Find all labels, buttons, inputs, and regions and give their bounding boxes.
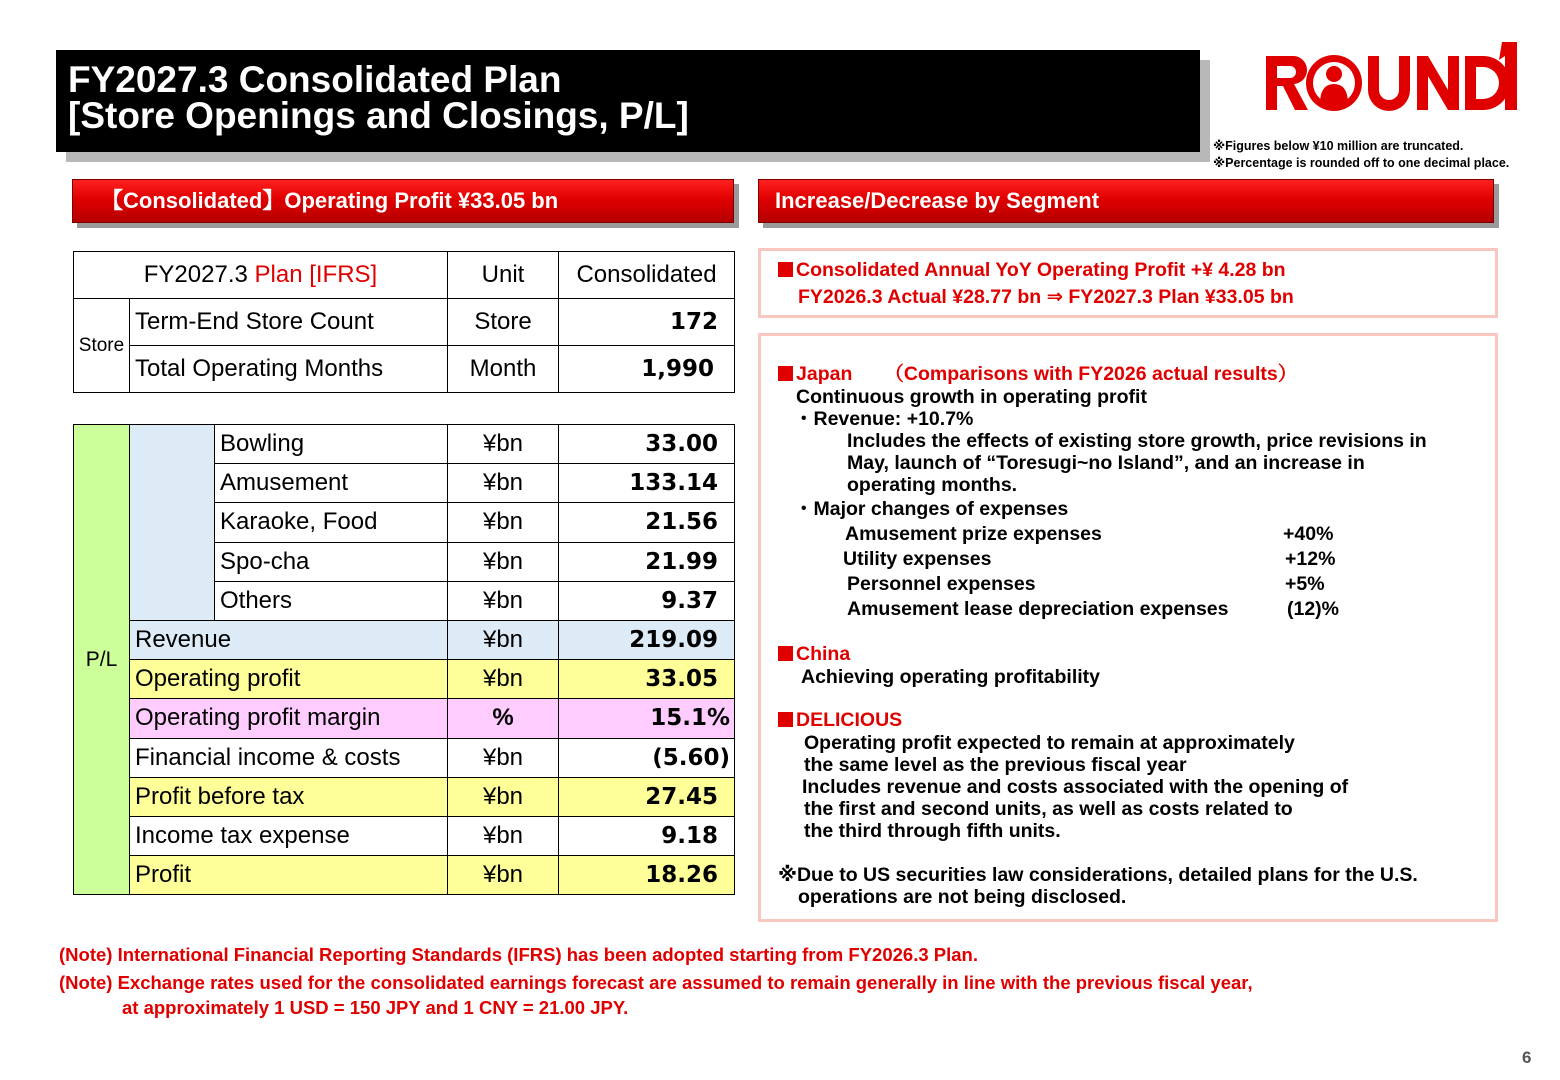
store-row-label: Term-End Store Count <box>130 299 448 346</box>
us-note-line1: ※Due to US securities law considerations, detailed plans for the U.S. <box>778 864 1418 886</box>
segment-label: Bowling <box>215 425 448 464</box>
pl-row-label-tax: Income tax expense <box>130 816 448 855</box>
left-section-header: 【Consolidated】Operating Profit ¥33.05 bn <box>72 179 734 223</box>
bottom-note-fx-rates: at approximately 1 USD = 150 JPY and 1 CNY = 21.00 JPY. <box>122 997 629 1018</box>
pl-table <box>73 424 735 895</box>
china-heading-text: China <box>796 643 851 665</box>
expense-value: (12)% <box>1287 598 1340 620</box>
pl-group-label: P/L <box>74 425 130 895</box>
japan-revenue-label: ・Revenue: +10.7% <box>794 408 974 430</box>
pl-row-value: 33.05 <box>559 660 735 699</box>
pl-row-value: 18.26 <box>559 856 735 895</box>
japan-heading-text: Japan <box>796 363 853 385</box>
store-table <box>73 251 735 393</box>
delicious-line: Includes revenue and costs associated with the opening of <box>802 776 1349 798</box>
store-table-head <box>74 252 448 299</box>
pl-row-value: 27.45 <box>559 777 735 816</box>
segment-value: 21.56 <box>559 503 735 542</box>
store-head-plan: Plan [IFRS] <box>254 261 378 288</box>
bottom-note-ifrs: (Note) International Financial Reporting Standards (IFRS) has been adopted starting from FY2026.3 Plan. <box>59 944 978 965</box>
expense-value: +5% <box>1285 573 1325 595</box>
pl-row-unit: ¥bn <box>448 816 559 855</box>
pl-row-value: 219.09 <box>559 620 735 659</box>
right-section-header: Increase/Decrease by Segment <box>758 179 1494 223</box>
segment-unit: ¥bn <box>448 542 559 581</box>
bullet-square-icon <box>778 262 793 277</box>
segment-value: 133.14 <box>559 464 735 503</box>
japan-revenue-detail-2: May, launch of “Toresugi~no Island”, and an increase in <box>847 452 1365 474</box>
expense-name: Amusement prize expenses <box>845 523 1102 545</box>
pl-row-value: 15.1% <box>559 699 735 738</box>
round1-logo <box>1262 38 1522 116</box>
pl-row-unit: ¥bn <box>448 856 559 895</box>
china-text: Achieving operating profitability <box>801 666 1101 688</box>
expense-name: Personnel expenses <box>847 573 1036 595</box>
japan-sub1: Continuous growth in operating profit <box>796 386 1147 408</box>
segment-value: 9.37 <box>559 581 735 620</box>
consolidated-head: Consolidated <box>559 252 735 299</box>
segment-value: 33.00 <box>559 425 735 464</box>
store-row-unit: Store <box>448 299 559 346</box>
segment-label: Amusement <box>215 464 448 503</box>
us-note-line2: operations are not being disclosed. <box>798 886 1127 908</box>
expense-name: Amusement lease depreciation expenses <box>847 598 1229 620</box>
japan-revenue-detail-3: operating months. <box>847 474 1018 496</box>
segment-unit: ¥bn <box>448 503 559 542</box>
expense-value: +40% <box>1283 523 1334 545</box>
pl-row-unit: ¥bn <box>448 777 559 816</box>
store-row-unit: Month <box>448 346 559 393</box>
store-row-value: 172 <box>559 299 735 346</box>
segment-unit: ¥bn <box>448 425 559 464</box>
delicious-heading-text: DELICIOUS <box>796 709 903 731</box>
japan-revenue-detail-1: Includes the effects of existing store growth, price revisions in <box>847 430 1427 452</box>
bullet-square-icon <box>778 646 793 661</box>
pl-row-label-revenue: Revenue <box>130 620 448 659</box>
pl-row-unit: ¥bn <box>448 660 559 699</box>
pl-row-label-financial: Financial income & costs <box>130 738 448 777</box>
segment-label: Karaoke, Food <box>215 503 448 542</box>
pl-row-value: (5.60) <box>559 738 735 777</box>
delicious-heading <box>778 709 902 732</box>
unit-head: Unit <box>448 252 559 299</box>
segment-unit: ¥bn <box>448 464 559 503</box>
pl-row-label-profit: Profit <box>130 856 448 895</box>
expense-value: +12% <box>1285 548 1336 570</box>
segment-unit: ¥bn <box>448 581 559 620</box>
page-title-line2: [Store Openings and Closings, P/L] <box>68 95 689 136</box>
page-number: 6 <box>1522 1048 1532 1067</box>
pl-row-unit: % <box>448 699 559 738</box>
yoy-line2: FY2026.3 Actual ¥28.77 bn ⇒ FY2027.3 Plan ¥33.05 bn <box>798 286 1294 308</box>
pl-row-value: 9.18 <box>559 816 735 855</box>
bottom-note-fx: (Note) Exchange rates used for the consolidated earnings forecast are assumed to remain generally in line with the previous fiscal year, <box>59 972 1253 993</box>
delicious-line: the same level as the previous fiscal year <box>804 754 1187 776</box>
store-head-prefix: FY2027.3 <box>143 261 255 288</box>
pl-row-label-operating-profit: Operating profit <box>130 660 448 699</box>
pl-row-unit: ¥bn <box>448 620 559 659</box>
bullet-square-icon <box>778 366 793 381</box>
store-group-label: Store <box>74 299 130 393</box>
delicious-line: the third through fifth units. <box>804 820 1061 842</box>
expense-name: Utility expenses <box>843 548 992 570</box>
page-title <box>56 50 1200 152</box>
bullet-square-icon <box>778 712 793 727</box>
yoy-line1-text: Consolidated Annual YoY Operating Profit +¥ 4.28 bn <box>796 259 1286 281</box>
delicious-line: the first and second units, as well as costs related to <box>804 798 1293 820</box>
yoy-line1 <box>778 259 1286 282</box>
top-note-rounding: ※Percentage is rounded off to one decimal place. <box>1213 156 1510 170</box>
china-heading <box>778 643 850 666</box>
japan-heading <box>778 363 1297 386</box>
segment-group <box>130 425 215 621</box>
segment-label: Spo-cha <box>215 542 448 581</box>
pl-row-label-pbt: Profit before tax <box>130 777 448 816</box>
pl-row-unit: ¥bn <box>448 738 559 777</box>
segment-label: Others <box>215 581 448 620</box>
store-row-value: 1,990 <box>559 346 735 393</box>
pl-row-label-margin: Operating profit margin <box>130 699 448 738</box>
top-note-truncation: ※Figures below ¥10 million are truncated. <box>1213 139 1464 153</box>
top-notes <box>1213 138 1509 172</box>
store-row-label: Total Operating Months <box>130 346 448 393</box>
delicious-line: Operating profit expected to remain at approximately <box>804 732 1295 754</box>
japan-expenses-label: ・Major changes of expenses <box>794 498 1069 520</box>
segment-value: 21.99 <box>559 542 735 581</box>
japan-heading-note: （Comparisons with FY2026 actual results） <box>884 363 1298 385</box>
page-title-line1: FY2027.3 Consolidated Plan <box>68 59 562 100</box>
